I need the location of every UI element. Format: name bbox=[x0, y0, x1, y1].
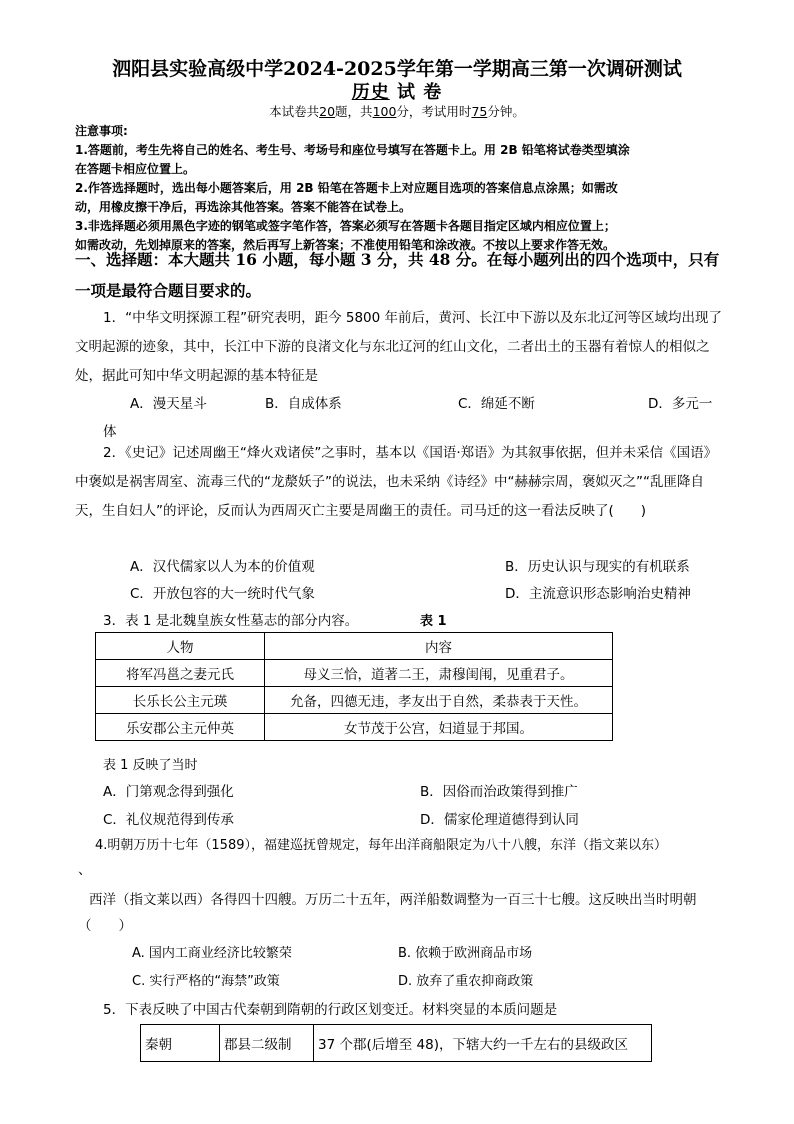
q4-option-c[interactable]: C. 实行严格的“海禁”政策 bbox=[132, 974, 280, 989]
note-3-cont: 如需改动，先划掉原来的答案，然后再写上新答案；不准使用铅笔和涂改液。不按以上要求作答无效。 bbox=[75, 238, 616, 252]
question-count: 20 bbox=[319, 104, 336, 119]
note-2: 2.作答选择题时，选出每小题答案后，用 2B 铅笔在答题卡上对应题目选项的答案信息点涂黑；如需改 bbox=[75, 181, 618, 195]
exam-subject-line bbox=[0, 78, 794, 104]
section-heading: 一、选择题：本大题共 16 小题，每小题 3 分，共 48 分。在每小题列出的四个选项中，只有 一项是最符合题目要求的。 bbox=[75, 250, 720, 300]
question-3-stem: 3．表 1 是北魏皇族女性墓志的部分内容。 bbox=[103, 613, 359, 629]
table-cell: 母义三恰，道著二王，肃穆闺闱，见重君子。 bbox=[265, 660, 613, 687]
note-1: 1.答题前，考生先将自己的姓名、考生号、考场号和座位号填写在答题卡上。用 2B 铅笔将试卷类型填涂 bbox=[75, 143, 630, 157]
total-score: 100 bbox=[372, 104, 397, 119]
q2-option-b[interactable]: B．历史认识与现实的有机联系 bbox=[505, 559, 690, 575]
table-cell: 乐安郡公主元仲英 bbox=[96, 714, 265, 741]
table-row bbox=[96, 660, 613, 687]
q2-option-c[interactable]: C．开放包容的大一统时代气象 bbox=[130, 586, 315, 602]
q3-option-d[interactable]: D．儒家伦理道德得到认同 bbox=[420, 812, 579, 828]
q2-option-a[interactable]: A．汉代儒家以人为本的价值观 bbox=[130, 559, 315, 575]
question-4-line1: 4.明朝万历十七年（1589），福建巡抚曾规定，每年出洋商船限定为八十八艘，东洋（指文莱以东） bbox=[95, 838, 667, 853]
q3-option-a[interactable]: A．门第观念得到强化 bbox=[103, 784, 234, 800]
table-row bbox=[96, 687, 613, 714]
question-1-stem: 1．“中华文明探源工程”研究表明，距今 5800 年前后，黄河、长江中下游以及东北辽河等区域均出现了文明起源的迹象，其中，长江中下游的良渚文化与东北辽河的红山文化，二者出土的玉器有着惊人的相似之处，据此可知中华文明起源的基本特征是 bbox=[75, 310, 723, 384]
q4-option-a[interactable]: A. 国内工商业经济比较繁荣 bbox=[132, 946, 292, 961]
table-cell: 长乐长公主元瑛 bbox=[96, 687, 265, 714]
q3-after-table: 表 1 反映了当时 bbox=[103, 758, 198, 773]
q4-paren: （ ） bbox=[78, 918, 132, 934]
notes-heading: 注意事项: bbox=[75, 124, 128, 138]
table-cell: 37 个郡(后增至 48)，下辖大约一千左右的县级政区 bbox=[314, 1025, 652, 1062]
q3-table bbox=[95, 632, 613, 741]
table-1-label: 表 1 bbox=[420, 614, 447, 629]
q1-option-b[interactable]: B．自成体系 bbox=[265, 396, 342, 412]
table-header-cell: 人物 bbox=[96, 633, 265, 660]
exam-notes bbox=[75, 122, 725, 255]
table-cell: 女节茂于公宫，妇道显于邦国。 bbox=[265, 714, 613, 741]
q1-option-a[interactable]: A．漫天星斗 bbox=[130, 396, 207, 412]
q4-option-b[interactable]: B. 依赖于欧洲商品市场 bbox=[398, 946, 533, 961]
q2-option-d[interactable]: D．主流意识形态影响治史精神 bbox=[505, 586, 691, 602]
exam-minutes: 75 bbox=[471, 104, 488, 119]
note-1-cont: 在答题卡相应位置上。 bbox=[75, 162, 196, 176]
subject-name: 历史 bbox=[351, 82, 390, 103]
exam-info: 本试卷共20题，共100分，考试用时75分钟。 bbox=[269, 104, 525, 119]
table-cell: 郡县二级制 bbox=[220, 1025, 314, 1062]
q5-table bbox=[140, 1024, 652, 1062]
table-header-cell: 内容 bbox=[265, 633, 613, 660]
table-cell: 允备，四德无违，孝友出于自然，柔恭表于天性。 bbox=[265, 687, 613, 714]
q1-option-c[interactable]: C．绵延不断 bbox=[458, 396, 535, 412]
q4-option-d[interactable]: D. 放弃了重农抑商政策 bbox=[398, 974, 534, 989]
q1-option-d[interactable]: D．多元一 bbox=[648, 396, 713, 412]
table-cell: 秦朝 bbox=[141, 1025, 220, 1062]
q4-mark: 、 bbox=[78, 862, 92, 878]
q1-option-d-cont: 体 bbox=[103, 424, 117, 440]
question-5-stem: 5．下表反映了中国古代秦朝到隋朝的行政区划变迁。材料突显的本质问题是 bbox=[103, 1002, 558, 1018]
table-cell: 将军冯邕之妻元氏 bbox=[96, 660, 265, 687]
exam-title: 泗阳县实验高级中学2024-2025学年第一学期高三第一次调研测试 bbox=[112, 58, 682, 80]
note-2-cont: 动，用橡皮擦干净后，再选涂其他答案。答案不能答在试卷上。 bbox=[75, 200, 412, 214]
question-2-stem: 2．《史记》记述周幽王“烽火戏诸侯”之事时，基本以《国语·郑语》为其叙事依据，但并未采信《国语》中褒姒是祸害周室、流毒三代的“龙漦妖子”的说法，也未采纳《诗经》中“赫赫宗周，褒姒灭之”“乱匪降自天，生自妇人”的评论，反而认为西周灭亡主要是周幽王的责任。司马迁的这一看法反映了( ) bbox=[75, 445, 718, 519]
table-header-row bbox=[96, 633, 613, 660]
q3-option-b[interactable]: B．因俗而治政策得到推广 bbox=[420, 784, 578, 800]
table-row bbox=[96, 714, 613, 741]
note-3: 3.非选择题必须用黑色字迹的钢笔或签字笔作答，答案必须写在答题卡各题目指定区域内相应位置上； bbox=[75, 219, 616, 233]
question-4-line2: 西洋（指文莱以西）各得四十四艘。万历二十五年，两洋船数调整为一百三十七艘。这反映出当时明朝 bbox=[89, 892, 697, 908]
paper-label: 试 卷 bbox=[397, 82, 443, 103]
table-row bbox=[141, 1025, 652, 1062]
q3-option-c[interactable]: C．礼仪规范得到传承 bbox=[103, 812, 234, 828]
